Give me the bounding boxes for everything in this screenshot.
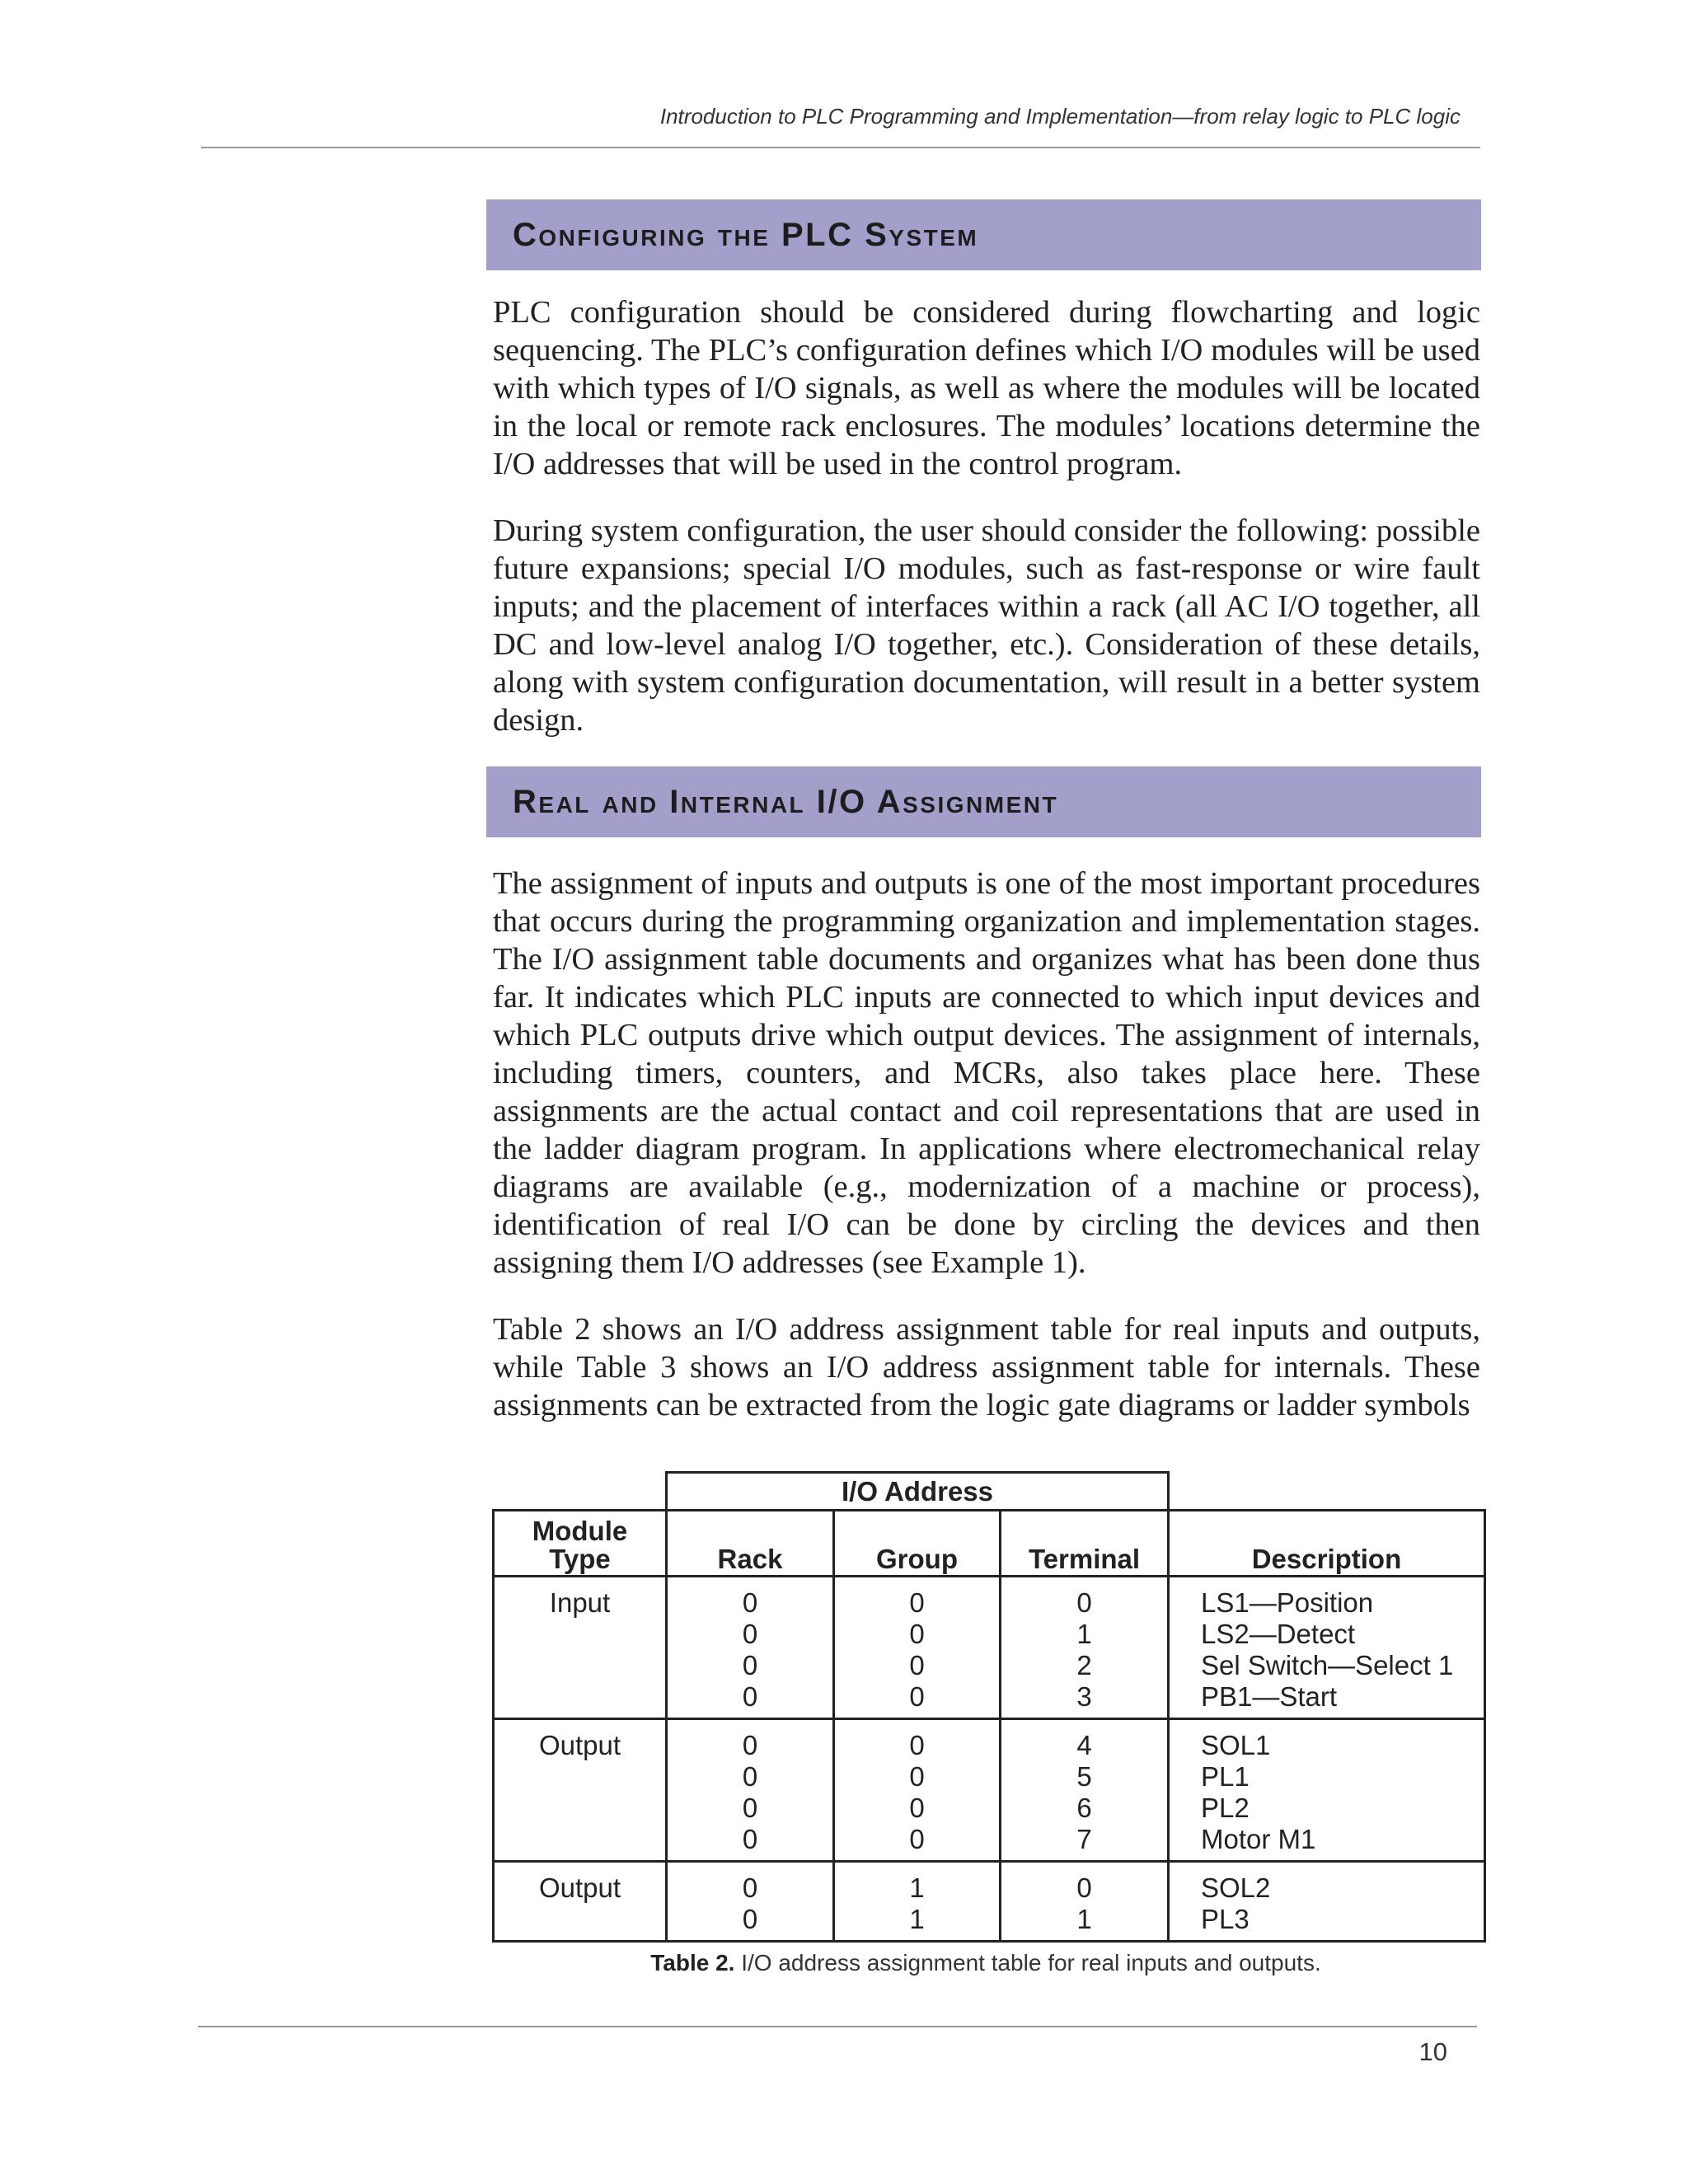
module-type-cell: Input bbox=[494, 1577, 667, 1719]
table-group-input bbox=[494, 1577, 1485, 1719]
terminal-cell: 0 1 2 3 bbox=[1001, 1577, 1169, 1719]
paragraph-table-reference: Table 2 shows an I/O address assignment table for real inputs and outputs, while Table 3 shows an I/O address assignment table for internals. These assignments can be extracted from the logic gate diagrams or ladder symbols bbox=[493, 1312, 1480, 1422]
column-header-rack: Rack bbox=[667, 1511, 834, 1577]
table-caption-label: Table 2. bbox=[650, 1950, 735, 1975]
section-heading-io-assignment: Real and Internal I/O Assignment bbox=[486, 766, 1481, 837]
rack-cell: 0 0 0 0 bbox=[667, 1577, 834, 1719]
table-group-output-2 bbox=[494, 1862, 1485, 1942]
group-cell: 1 1 bbox=[834, 1862, 1001, 1942]
terminal-cell: 4 5 6 7 bbox=[1001, 1719, 1169, 1862]
column-header-module-type-line2: Type bbox=[549, 1544, 611, 1574]
column-header-terminal: Terminal bbox=[1001, 1511, 1169, 1577]
column-header-group: Group bbox=[834, 1511, 1001, 1577]
footer-rule bbox=[198, 2026, 1477, 2027]
rack-cell: 0 0 0 0 bbox=[667, 1719, 834, 1862]
paragraph-configuration-intro: PLC configuration should be considered during flowcharting and logic sequencing. The PLC’s configuration defines which I/O modules will be used with which types of I/O signals, as well as where the modules will be located in the local or remote rack enclosures. The modules’ locations determine the I/O addresses that will be used in the control program. bbox=[493, 295, 1480, 481]
description-cell: SOL2 PL3 bbox=[1169, 1862, 1485, 1942]
group-cell: 0 0 0 0 bbox=[834, 1577, 1001, 1719]
table-group-output-1 bbox=[494, 1719, 1485, 1862]
rack-cell: 0 0 bbox=[667, 1862, 834, 1942]
column-header-module-type bbox=[494, 1511, 667, 1577]
io-address-group-header: I/O Address bbox=[667, 1473, 1169, 1511]
paragraph-configuration-considerations: During system configuration, the user should consider the following: possible future expansions; special I/O modules, such as fast-response or wire fault inputs; and the placement of interfaces within a rack (all AC I/O together, all DC and low-level analog I/O together, etc.). Consideration of these details, along with system configuration documentation, will result in a better system design. bbox=[493, 513, 1480, 738]
terminal-cell: 0 1 bbox=[1001, 1862, 1169, 1942]
header-rule bbox=[201, 147, 1480, 148]
io-assignment-table bbox=[492, 1471, 1486, 1943]
page-number: 10 bbox=[1418, 2037, 1447, 2066]
table-caption-text: I/O address assignment table for real inputs and outputs. bbox=[741, 1950, 1321, 1975]
description-cell: LS1—Position LS2—Detect Sel Switch—Select 1 PB1—Start bbox=[1169, 1577, 1485, 1719]
column-header-description: Description bbox=[1169, 1511, 1485, 1577]
module-type-cell: Output bbox=[494, 1862, 667, 1942]
section-heading-configuring: Configuring the PLC System bbox=[486, 199, 1481, 270]
column-header-module-type-line1: Module bbox=[532, 1516, 628, 1546]
running-header: Introduction to PLC Programming and Implementation—from relay logic to PLC logic bbox=[659, 104, 1461, 129]
paragraph-io-assignment-intro: The assignment of inputs and outputs is one of the most important procedures that occurs during the programming organization and implementation stages. The I/O assignment table documents and organizes what has been done thus far. It indicates which PLC inputs are connected to which input devices and which PLC outputs drive which output devices. The assignment of internals, including timers, counters, and MCRs, also takes place here. These assignments are the actual contact and coil representations that are used in the ladder diagram program. In applications where electromechanical relay diagrams are available (e.g., modernization of a machine or process), identification of real I/O can be done by circling the devices and then assigning them I/O addresses (see Example 1). bbox=[493, 866, 1480, 1280]
group-cell: 0 0 0 0 bbox=[834, 1719, 1001, 1862]
description-cell: SOL1 PL1 PL2 Motor M1 bbox=[1169, 1719, 1485, 1862]
table-caption bbox=[492, 1950, 1479, 1976]
module-type-cell: Output bbox=[494, 1719, 667, 1862]
